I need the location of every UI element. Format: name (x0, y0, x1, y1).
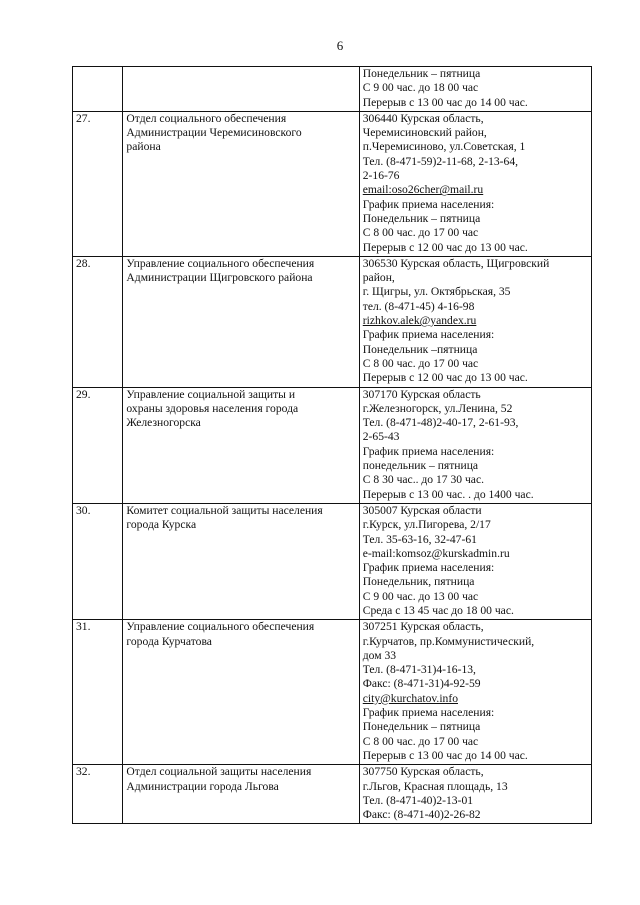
contact-info-line: п.Черемисиново, ул.Советская, 1 (362, 140, 526, 154)
row-number: 32. (73, 765, 123, 824)
contact-info-line: 306530 Курская область, Щигровский (362, 256, 550, 270)
contact-info-cell (359, 765, 591, 824)
contact-info-line: График приема населения: (362, 444, 495, 458)
contact-info-cell (359, 256, 591, 387)
contact-info-line: Перерыв с 13 00 час до 14 00 час. (362, 95, 528, 109)
row-number: 27. (73, 111, 123, 256)
contact-info-line: Перерыв с 12 00 час до 13 00 час. (362, 371, 528, 385)
table-row (73, 67, 592, 112)
organization-name-line: охраны здоровья населения города (126, 401, 299, 415)
contact-info-line: Среда с 13 45 час до 18 00 час. (362, 603, 514, 617)
organization-name-line: Управление социального обеспечения (126, 256, 315, 270)
social-services-table (72, 66, 592, 824)
organization-name-line: Отдел социального обеспечения (126, 111, 287, 125)
contact-info-line: С 8 00 час. до 17 00 час (362, 356, 479, 370)
contact-info-line: 307750 Курская область, (362, 765, 484, 779)
contact-info-line: График приема населения: (362, 706, 495, 720)
contact-info-line: г.Курчатов, пр.Коммунистический, (362, 634, 535, 648)
contact-info-line: Факс: (8-471-40)2-26-82 (362, 808, 481, 822)
contact-info-line: График приема населения: (362, 328, 495, 342)
row-number: 31. (73, 620, 123, 765)
contact-info-cell (359, 503, 591, 619)
organization-name-line: Железногорска (126, 416, 201, 430)
contact-info-line: Перерыв с 13 00 час до 14 00 час. (362, 748, 528, 762)
contact-info-line: дом 33 (362, 648, 397, 662)
contact-info-line: понедельник – пятница (362, 459, 479, 473)
contact-info-line: тел. (8-471-45) 4-16-98 (362, 299, 475, 313)
contact-info-line: Тел. (8-471-40)2-13-01 (362, 793, 474, 807)
contact-info-line: район, (362, 271, 395, 285)
contact-info-line: 306440 Курская область, (362, 111, 484, 125)
row-number: 28. (73, 256, 123, 387)
organization-cell (123, 387, 359, 503)
contact-info-line: С 9 00 час. до 18 00 час (362, 81, 479, 95)
row-number: 30. (73, 503, 123, 619)
email-link[interactable]: city@kurchatov.info (362, 691, 458, 705)
contact-info-line: Понедельник – пятница (362, 720, 481, 734)
email-link[interactable]: rizhkov.alek@yandex.ru (362, 314, 477, 328)
organization-name-line: города Курчатова (126, 634, 212, 648)
table-row (73, 765, 592, 824)
contact-info-line: С 9 00 час. до 13 00 час (362, 589, 479, 603)
contact-info-line: Факс: (8-471-31)4-92-59 (362, 677, 481, 691)
contact-info-line: Тел. (8-471-59)2-11-68, 2-13-64, (362, 154, 519, 168)
email-link[interactable]: email:oso26cher@mail.ru (362, 183, 484, 197)
contact-info-line: г.Железногорск, ул.Ленина, 52 (362, 401, 513, 415)
contact-info-line: Перерыв с 13 00 час. . до 1400 час. (362, 487, 534, 501)
organization-name-line: Отдел социальной защиты населения (126, 765, 312, 779)
contact-info-line: 307170 Курская область (362, 387, 481, 401)
contact-info-line: Тел. 35-63-16, 32-47-61 (362, 532, 477, 546)
organization-cell (123, 256, 359, 387)
contact-info-cell (359, 387, 591, 503)
organization-cell (123, 765, 359, 824)
row-number: 29. (73, 387, 123, 503)
organization-name-line: Администрации Черемисиновского (126, 126, 302, 140)
table-row (73, 256, 592, 387)
contact-info-cell (359, 620, 591, 765)
organization-name-line: Управление социальной защиты и (126, 387, 296, 401)
contact-info-line: Перерыв с 12 00 час до 13 00 час. (362, 240, 528, 254)
contact-info-line: г.Льгов, Красная площадь, 13 (362, 779, 508, 793)
organization-cell (123, 111, 359, 256)
contact-info-line: Понедельник – пятница (362, 211, 481, 225)
organization-cell (123, 620, 359, 765)
contact-info-line: 307251 Курская область, (362, 620, 484, 634)
contact-info-line: г.Курск, ул.Пигорева, 2/17 (362, 518, 491, 532)
contact-info-line: С 8 00 час. до 17 00 час (362, 226, 479, 240)
organization-cell (123, 503, 359, 619)
contact-info-line: Черемисиновский район, (362, 126, 487, 140)
page-number: 6 (336, 38, 344, 53)
contact-info-line: С 8 00 час. до 17 00 час (362, 734, 479, 748)
contact-info-line: г. Щигры, ул. Октябрьская, 35 (362, 285, 511, 299)
contact-info-line: e-mail:komsoz@kurskadmin.ru (362, 546, 510, 560)
table-row (73, 111, 592, 256)
organization-name-line: района (126, 140, 161, 154)
contact-info-line: Понедельник, пятница (362, 575, 475, 589)
table-row (73, 620, 592, 765)
contact-info-line: С 8 30 час.. до 17 30 час. (362, 473, 484, 487)
table-row (73, 387, 592, 503)
organization-name-line: Комитет социальной защиты населения (126, 503, 323, 517)
contact-info-line: 2-65-43 (362, 430, 400, 444)
table-body (73, 67, 592, 824)
contact-info-cell (359, 111, 591, 256)
contact-info-line: График приема населения: (362, 561, 495, 575)
contact-info-line: График приема населения: (362, 197, 495, 211)
row-number (73, 67, 123, 112)
contact-info-line: Тел. (8-471-48)2-40-17, 2-61-93, (362, 416, 519, 430)
table-row (73, 503, 592, 619)
contact-info-line: Тел. (8-471-31)4-16-13, (362, 663, 476, 677)
contact-info-line: Понедельник –пятница (362, 342, 478, 356)
organization-cell (123, 67, 359, 112)
contact-info-line: 2-16-76 (362, 169, 400, 183)
organization-name-line: Управление социального обеспечения (126, 620, 315, 634)
contact-info-cell (359, 67, 591, 112)
organization-name-line: города Курска (126, 518, 197, 532)
contact-info-line: Понедельник – пятница (362, 67, 481, 80)
organization-name-line: Администрации города Льгова (126, 779, 279, 793)
organization-name-line: Администрации Щигровского района (126, 271, 313, 285)
contact-info-line: 305007 Курская области (362, 503, 482, 517)
